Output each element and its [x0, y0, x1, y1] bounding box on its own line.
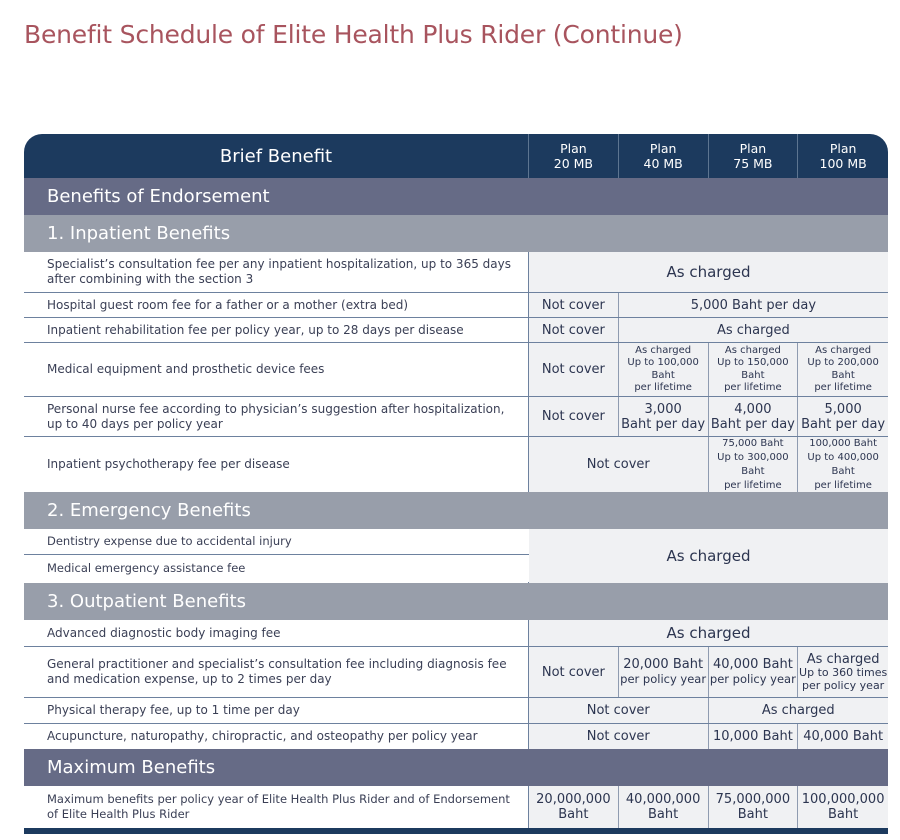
desc-line: Personal nurse fee according to physician’s suggestion after hospitalization, [47, 401, 505, 416]
table-row [24, 397, 888, 437]
plans-20-40-value: Not cover [529, 698, 709, 723]
plan-100-value [798, 343, 888, 396]
section-outpatient: 3. Outpatient Benefits [24, 583, 888, 620]
plan-75-value [709, 343, 799, 396]
value-line: Baht [558, 807, 589, 822]
row-description: Medical equipment and prosthetic device fees [24, 343, 529, 396]
plan-75-value [709, 647, 799, 697]
desc-line: of Elite Health Plus Rider [47, 807, 190, 821]
benefit-table [24, 134, 888, 834]
plan-20-value: Not cover [529, 647, 619, 697]
value-line: Up to 400,000 Baht [807, 451, 879, 477]
plan-20-max [529, 786, 619, 828]
plan-75-value [709, 397, 799, 436]
table-header [24, 134, 888, 178]
table-row [24, 620, 888, 647]
table-row [24, 786, 888, 828]
value-line: As charged [815, 344, 872, 356]
value-line: Baht [648, 807, 679, 822]
plans-40-100-value: As charged [716, 322, 790, 338]
table-row [24, 318, 888, 343]
plan-value: 40 MB [643, 156, 683, 171]
plan-20-header [529, 134, 619, 178]
table-row [24, 698, 888, 724]
desc-line: Maximum benefits per policy year of Elite Health Plus Rider and of Endorsement [47, 792, 510, 806]
value-line: Baht [828, 807, 859, 822]
plan-40-max [619, 786, 709, 828]
value-line: per policy year [620, 672, 707, 686]
value-line: per policy year [709, 672, 796, 686]
plan-20-value: Not cover [529, 397, 619, 436]
all-plans-value: As charged [666, 623, 751, 642]
row-description [24, 647, 529, 697]
plan-100-header [798, 134, 888, 178]
plans-75-100-value: As charged [761, 703, 835, 718]
plan-value: 100 MB [819, 156, 867, 171]
section-inpatient: 1. Inpatient Benefits [24, 215, 888, 252]
value-line: 4,000 [734, 401, 772, 417]
plan-100-value [798, 397, 888, 436]
plan-20-value: Not cover [529, 343, 619, 396]
value-line: Baht per day [710, 416, 795, 432]
plan-100-value [798, 437, 888, 492]
plan-75-value [709, 437, 799, 492]
value-line: Up to 200,000 Baht [807, 357, 879, 381]
value-line: Baht [737, 807, 768, 822]
plan-75-value: 10,000 Baht [709, 724, 799, 749]
value-line: 75,000 Baht [722, 437, 784, 449]
table-row [24, 293, 888, 318]
all-plans-value: As charged [666, 546, 751, 565]
value-line: Baht per day [621, 416, 706, 432]
row-description: Dentistry expense due to accidental injury [24, 529, 529, 555]
plan-label: Plan [560, 141, 587, 156]
desc-line: after combining with the section 3 [47, 272, 254, 286]
value-line: 100,000,000 [801, 792, 885, 807]
section-endorsement: Benefits of Endorsement [24, 178, 888, 215]
plan-75-header [709, 134, 799, 178]
value-line: As charged [724, 344, 781, 356]
desc-line: and medication expense, up to 2 times per day [47, 672, 332, 686]
plan-20-value: Not cover [529, 293, 619, 317]
plan-40-header [619, 134, 709, 178]
brief-benefit-header: Brief Benefit [24, 134, 529, 178]
all-plans-value: As charged [666, 262, 751, 281]
row-description: Inpatient rehabilitation fee per policy year, up to 28 days per disease [24, 318, 529, 342]
row-description: Advanced diagnostic body imaging fee [24, 620, 529, 646]
value-line: 40,000,000 [625, 792, 701, 807]
plan-100-max [798, 786, 888, 828]
value-line: Up to 100,000 Baht [627, 357, 699, 381]
section-maximum: Maximum Benefits [24, 749, 888, 786]
plans-20-40-value: Not cover [529, 437, 709, 492]
value-line: 20,000,000 [536, 792, 611, 807]
value-line: 3,000 [644, 401, 682, 417]
plan-40-value [619, 343, 709, 396]
row-description: Hospital guest room fee for a father or a mother (extra bed) [24, 293, 529, 317]
value-line: As charged [635, 344, 692, 356]
table-row [24, 252, 888, 293]
row-description [24, 397, 529, 436]
section-emergency: 2. Emergency Benefits [24, 492, 888, 529]
value-line: per lifetime [724, 479, 782, 491]
plan-100-value [798, 647, 888, 697]
plans-20-40-value: Not cover [529, 724, 709, 749]
plan-value: 20 MB [553, 156, 593, 171]
table-bottom-bar [24, 828, 888, 834]
value-line: Up to 150,000 Baht [717, 357, 789, 381]
plan-20-value: Not cover [529, 318, 619, 342]
value-line: As charged [806, 651, 880, 667]
value-line: 100,000 Baht [809, 437, 878, 449]
value-line: per lifetime [634, 382, 692, 393]
row-description [24, 252, 529, 292]
table-row [24, 724, 888, 749]
table-row [24, 437, 888, 492]
table-row [24, 343, 888, 397]
value-line: Baht per day [801, 416, 886, 432]
plan-value: 75 MB [733, 156, 773, 171]
value-line: per policy year [802, 678, 885, 692]
row-description: Medical emergency assistance fee [24, 555, 529, 582]
plan-label: Plan [649, 141, 677, 156]
value-line: 75,000,000 [715, 792, 791, 807]
desc-line: General practitioner and specialist’s consultation fee including diagnosis fee [47, 657, 507, 671]
row-description: Inpatient psychotherapy fee per disease [24, 437, 529, 492]
plan-label: Plan [829, 141, 857, 156]
row-description: Acupuncture, naturopathy, chiropractic, and osteopathy per policy year [24, 724, 529, 749]
value-line: per lifetime [814, 382, 872, 393]
table-row [24, 647, 888, 698]
plans-40-100-value: 5,000 Baht per day [690, 297, 817, 313]
value-line: 20,000 Baht [623, 657, 704, 672]
value-line: Up to 300,000 Baht [717, 451, 789, 477]
value-line: per lifetime [724, 382, 782, 393]
plan-40-value [619, 397, 709, 436]
page-title: Benefit Schedule of Elite Health Plus Rider (Continue) [24, 20, 683, 49]
plan-75-max [709, 786, 799, 828]
value-line: 5,000 [824, 401, 862, 417]
emergency-block [24, 529, 888, 583]
desc-line: up to 40 days per policy year [47, 416, 223, 431]
plan-40-value [619, 647, 709, 697]
plan-100-value: 40,000 Baht [803, 729, 884, 744]
value-line: 40,000 Baht [712, 657, 793, 672]
row-description [24, 786, 529, 828]
plan-label: Plan [739, 141, 767, 156]
row-description: Physical therapy fee, up to 1 time per day [24, 698, 529, 723]
value-line: per lifetime [814, 479, 872, 491]
value-line: Up to 360 times [799, 665, 888, 679]
desc-line: Specialist’s consultation fee per any inpatient hospitalization, up to 365 days [47, 257, 511, 271]
